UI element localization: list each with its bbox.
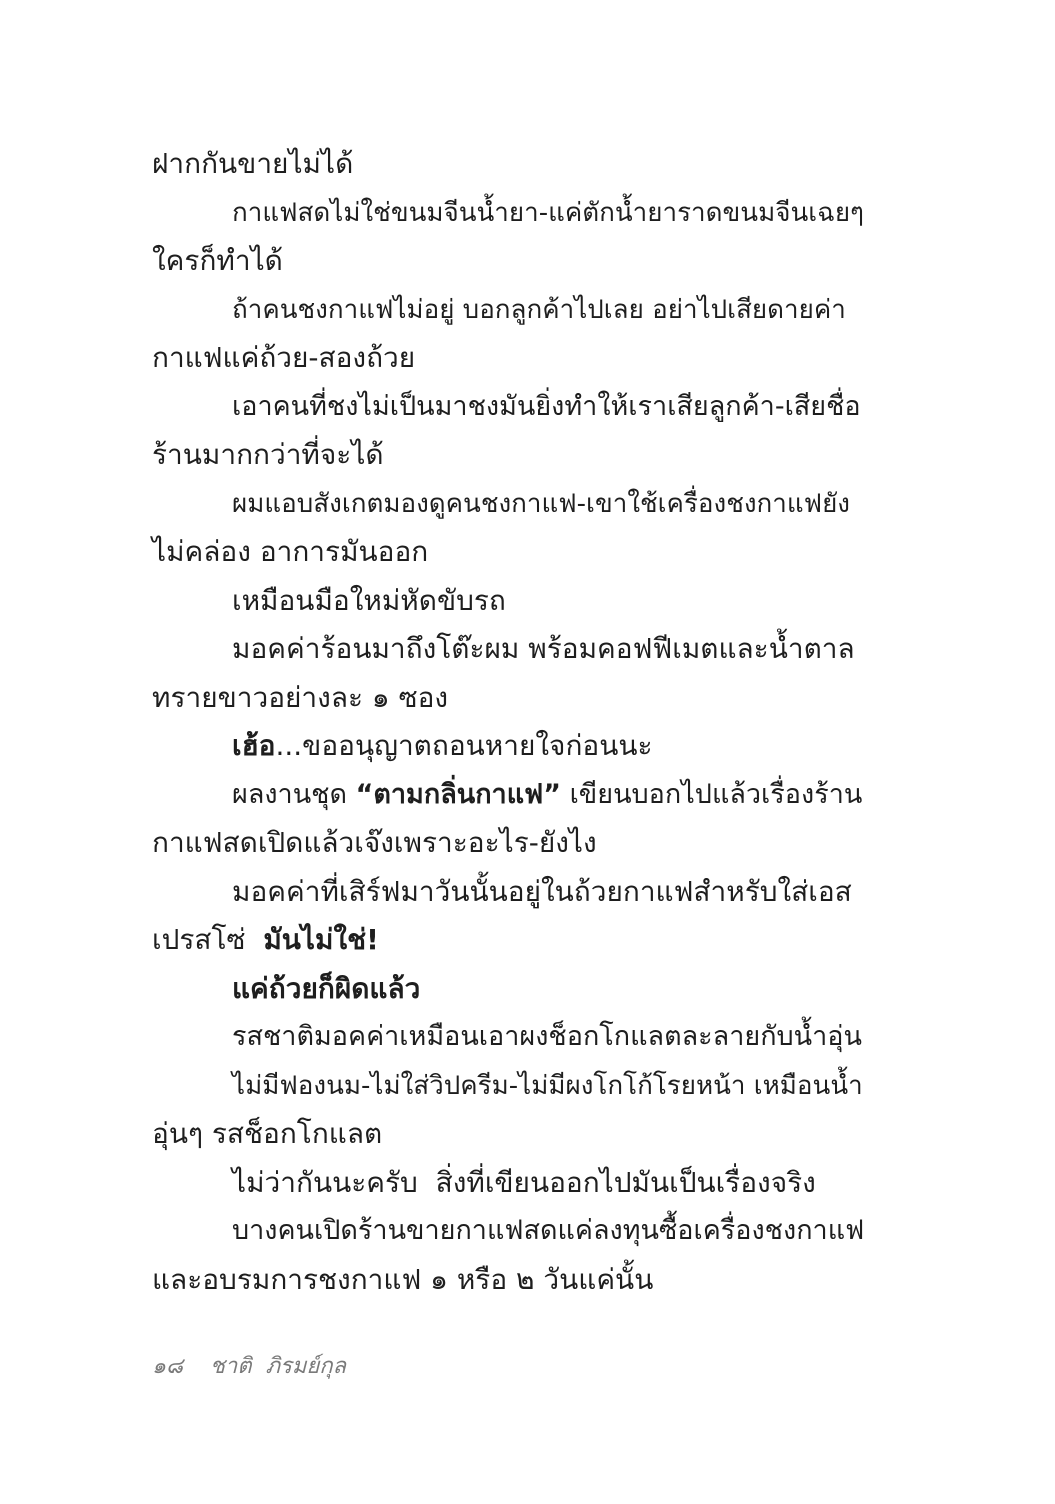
text-run: มอคค่าร้อนมาถึงโต๊ะผม พร้อมคอฟฟีเมตและน้ำตาล: [232, 632, 855, 665]
text-run: กาแฟสดไม่ใช่ขนมจีนน้ำยา-แค่ตักน้ำยาราดขนมจีนเฉยๆ: [232, 197, 865, 228]
text-line: [152, 916, 864, 965]
text-line: [152, 819, 864, 868]
bold-text-run: มันไม่ใช่!: [263, 923, 379, 956]
text-line: [152, 1013, 864, 1062]
text-run: ทรายขาวอย่างละ ๑ ซอง: [152, 680, 449, 714]
text-run: เอาคนที่ชงไม่เป็นมาชงมันยิ่งทำให้เราเสียลูกค้า-เสียชื่อ: [232, 390, 861, 422]
text-run: เปรสโซ่: [152, 923, 264, 956]
text-line: [152, 286, 864, 335]
text-line: [152, 140, 864, 189]
text-run: บางคนเปิดร้านขายกาแฟสดแค่ลงทุนซื้อเครื่องชงกาแฟ: [232, 1215, 865, 1246]
page-body: [152, 140, 864, 1304]
text-line: [152, 189, 864, 238]
text-line: [152, 771, 864, 820]
text-run: อุ่นๆ รสช็อกโกแลต: [152, 1117, 383, 1150]
text-line: [152, 237, 864, 286]
text-line: [152, 868, 864, 917]
text-run: กาแฟแค่ถ้วย-สองถ้วย: [152, 341, 416, 374]
text-run: ร้านมากกว่าที่จะได้: [152, 438, 384, 471]
page-footer: [152, 1348, 346, 1383]
text-run: ไม่มีฟองนม-ไม่ใส่วิปครีม-ไม่มีผงโกโก้โรยหน้า เหมือนน้ำ: [232, 1070, 863, 1101]
bold-text-run: เฮ้อ: [232, 729, 276, 762]
text-line: [152, 431, 864, 480]
page-number: ๑๘: [152, 1354, 183, 1379]
text-run: ผมแอบสังเกตมองดูคนชงกาแฟ-เขาใช้เครื่องชงกาแฟยัง: [232, 488, 850, 519]
text-run: ไม่คล่อง อาการมันออก: [152, 535, 429, 568]
text-run: เหมือนมือใหม่หัดขับรถ: [232, 583, 506, 617]
text-line: [152, 1110, 864, 1159]
text-line: [152, 528, 864, 577]
text-line: [152, 1207, 864, 1256]
text-run: รสชาติมอคค่าเหมือนเอาผงช็อกโกแลตละลายกับน้ำอุ่น: [232, 1021, 862, 1052]
text-line: [152, 965, 864, 1014]
bold-text-run: แค่ถ้วยก็ผิดแล้ว: [232, 971, 421, 1005]
text-run: เขียนบอกไปแล้วเรื่องร้าน: [560, 778, 863, 810]
text-run: ผลงานชุด: [232, 778, 356, 810]
text-line: [152, 1256, 864, 1305]
text-line: [152, 674, 864, 723]
text-line: [152, 480, 864, 529]
text-run: และอบรมการชงกาแฟ ๑ หรือ ๒ วันแค่นั้น: [152, 1262, 654, 1296]
text-line: [152, 1062, 864, 1111]
text-run: ใครก็ทำได้: [152, 244, 283, 277]
text-line: [152, 577, 864, 626]
text-line: [152, 1159, 864, 1208]
author-name: ชาติ ภิรมย์กุล: [209, 1354, 347, 1379]
text-run: กาแฟสดเปิดแล้วเจ๊งเพราะอะไร-ยังไง: [152, 826, 597, 859]
text-run: มอคค่าที่เสิร์ฟมาวันนั้นอยู่ในถ้วยกาแฟสำหรับใส่เอส: [232, 874, 852, 908]
text-line: [152, 722, 864, 771]
text-run: ถ้าคนชงกาแฟไม่อยู่ บอกลูกค้าไปเลย อย่าไปเสียดายค่า: [232, 294, 846, 325]
text-run: ...ขออนุญาตถอนหายใจก่อนนะ: [275, 729, 653, 762]
text-run: ฝากกันขายไม่ได้: [152, 147, 354, 180]
text-line: [152, 383, 864, 432]
bold-text-run: “ตามกลิ่นกาแฟ”: [355, 778, 561, 810]
text-run: ไม่ว่ากันนะครับ สิ่งที่เขียนออกไปมันเป็นเรื่องจริง: [232, 1165, 816, 1199]
text-line: [152, 334, 864, 383]
text-line: [152, 625, 864, 674]
